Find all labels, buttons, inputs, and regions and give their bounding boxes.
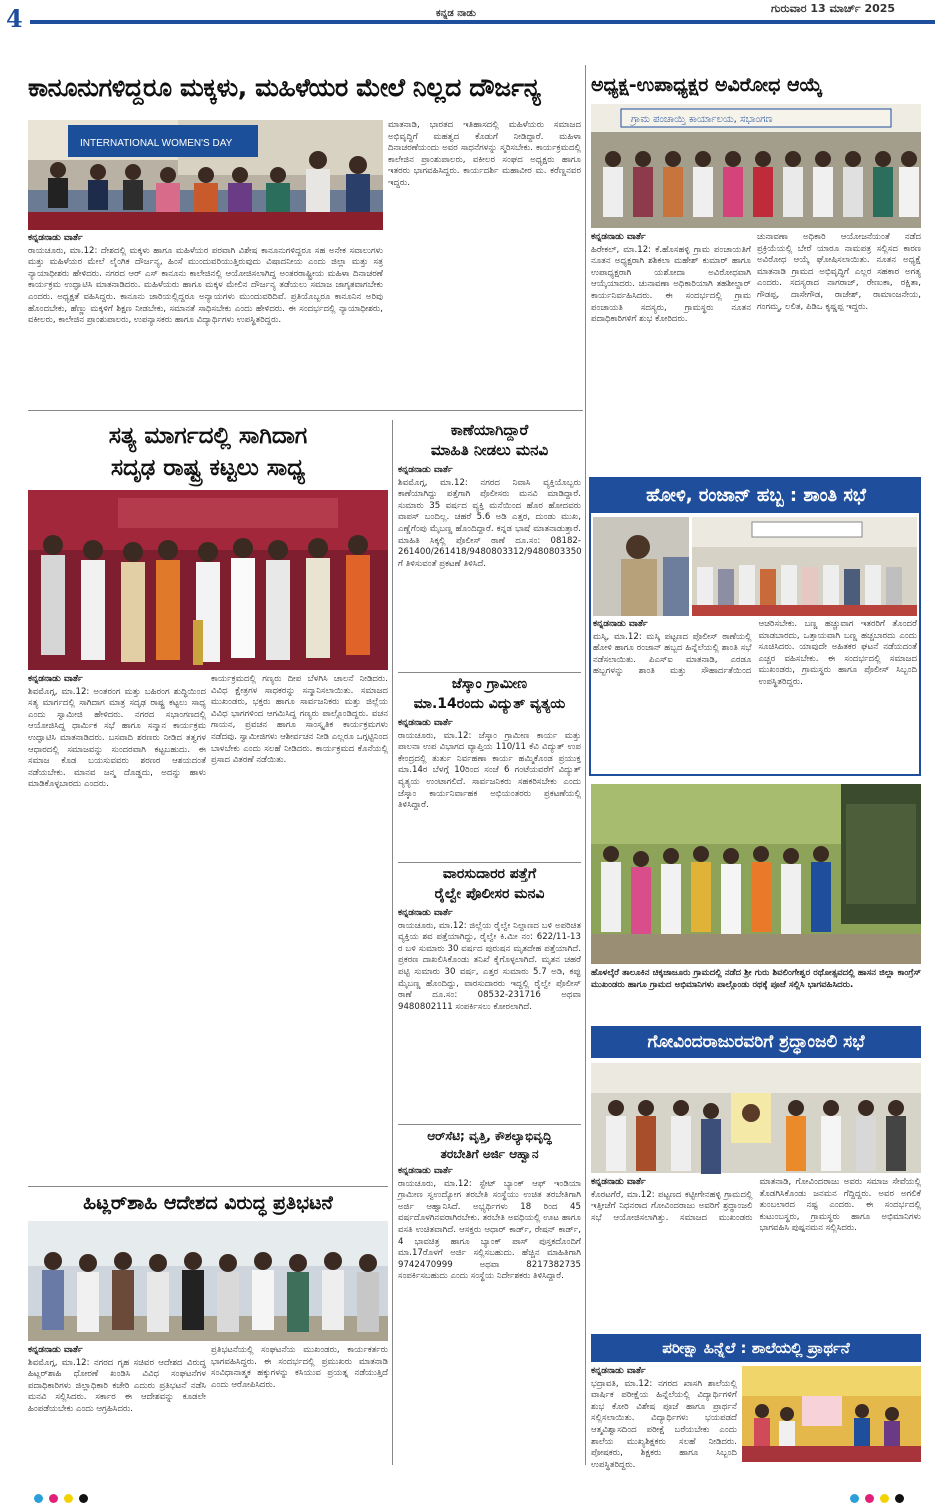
unopposed-body-2: ಚುನಾವಣಾ ಅಧಿಕಾರಿ ಆಯೋಜನೆಯಂತೆ ನಡೆದ ಪ್ರಕ್ರಿಯೆಯಲ್ಲಿ ಬೇರೆ ಯಾರೂ ನಾಮಪತ್ರ ಸಲ್ಲಿಸದ ಕಾರಣ ಅವಿರೋಧ ಆಯ್ಕೆ ಘೋಷಿಸಲಾಯಿತು. ನೂತನ ಅಧ್ಯಕ್ಷೆ ಮಾತನಾಡಿ ಗ್ರಾಮದ ಅಭಿವೃದ್ಧಿಗೆ ಎಲ್ಲರ ಸಹಕಾರ ಅಗತ್ಯ ಎಂದರು. ಸದಸ್ಯರಾದ ನಾಗರಾಜ್, ರೇಣುಕಾ, ರಕ್ಷಿತಾ, ಗೌಡಪ್ಪ, ದಾಸೇಗೌಡ, ರಾಜೇಶ್, ರಾಮಾಂಜನೇಯ, ಗಂಗಮ್ಮ, ಲಲಿತ, ಪಿಡಿಒ ಕೃಷ್ಣಪ್ಪ ಇದ್ದರು. bbox=[757, 232, 921, 312]
holi-officer-art bbox=[593, 517, 689, 616]
railway-byline: ಕನ್ನಡನಾಡು ವಾರ್ತೆ bbox=[398, 908, 453, 918]
print-registration-dots-right bbox=[850, 1488, 910, 1507]
women-day-banner: INTERNATIONAL WOMEN'S DAY bbox=[80, 138, 233, 149]
women-day-col-1 bbox=[28, 233, 383, 405]
photo-hitler bbox=[28, 1221, 388, 1341]
unopposed-sign: ಗ್ರಾಮ ಪಂಚಾಯ್ತಿ ಕಾರ್ಯಾಲಯ, ಸಭಾಂಗಣ bbox=[631, 114, 773, 125]
masthead-bar bbox=[0, 0, 945, 40]
print-registration-dots-left bbox=[34, 1488, 94, 1507]
unopposed-byline: ಕನ್ನಡನಾಡು ವಾರ್ತೆ bbox=[591, 232, 646, 242]
section-rule-women bbox=[28, 410, 583, 411]
headline-unopposed: ಅಧ್ಯಕ್ಷ-ಉಪಾಧ್ಯಕ್ಷರ ಅವಿರೋಧ ಆಯ್ಕೆ bbox=[591, 74, 823, 96]
rseti-body: ರಾಯಚೂರು, ಮಾ.12: ಸ್ಟೇಟ್ ಬ್ಯಾಂಕ್ ಆಫ್ ಇಂಡಿಯಾ ಗ್ರಾಮೀಣ ಸ್ವಉದ್ಯೋಗ ತರಬೇತಿ ಸಂಸ್ಥೆಯು ಉಚಿತ ತರಬೇತಿಗಾಗಿ ಅರ್ಜಿ ಆಹ್ವಾನಿಸಿದೆ. ಅಭ್ಯರ್ಥಿಗಳು 18 ರಿಂದ 45 ವರ್ಷದೊಳಗಿನವರಾಗಿರಬೇಕು. ತರಬೇತಿ ಅವಧಿಯಲ್ಲಿ ಊಟ ಹಾಗೂ ವಸತಿ ಉಚಿತವಾಗಿದೆ. ಆಸಕ್ತರು ಆಧಾರ್ ಕಾರ್ಡ್, ರೇಷನ್ ಕಾರ್ಡ್, 4 ಭಾವಚಿತ್ರ ಹಾಗೂ ಬ್ಯಾಂಕ್ ಪಾಸ್ ಪುಸ್ತಕದೊಂದಿಗೆ ಮಾ.17ರೊಳಗೆ ಅರ್ಜಿ ಸಲ್ಲಿಸಬಹುದು. ಹೆಚ್ಚಿನ ಮಾಹಿತಿಗಾಗಿ 9742470999 ಅಥವಾ 8217382735 ಸಂಪರ್ಕಿಸಬಹುದು ಎಂದು ಸಂಸ್ಥೆಯ ನಿರ್ದೇಶಕರು ತಿಳಿಸಿದ್ದಾರೆ. bbox=[398, 1178, 581, 1282]
satya-byline: ಕನ್ನಡನಾಡು ವಾರ್ತೆ bbox=[28, 674, 83, 684]
women-day-body-3: ಮಾತನಾಡಿ, ಭಾರತದ ಇತಿಹಾಸದಲ್ಲಿ ಮಹಿಳೆಯರು ಸಮಾಜದ ಅಭಿವೃದ್ಧಿಗೆ ಮಹತ್ವದ ಕೊಡುಗೆ ನೀಡಿದ್ದಾರೆ. ಮಹಿಳಾ ದಿನಾಚರಣೆಯಂದು ಅವರ ಸಾಧನೆಗಳನ್ನು ಸ್ಮರಿಸಬೇಕು. ಕಾರ್ಯಕ್ರಮದಲ್ಲಿ ಕಾಲೇಜಿನ ಪ್ರಾಂಶುಪಾಲರು, ವಕೀಲರ ಸಂಘದ ಅಧ್ಯಕ್ಷರು ಹಾಗೂ ಇತರರು ಭಾಗವಹಿಸಿದ್ದರು. ಕಾರ್ಯದರ್ಶಿ ಮಹಾವೀರ ಮ. ಕರೆಣ್ಣನವರ ಇದ್ದರು. bbox=[388, 120, 581, 188]
headline-railway-line-2: ರೈಲ್ವೇ ಪೊಲೀಸರ ಮನವಿ bbox=[434, 886, 545, 902]
photo-exam bbox=[742, 1366, 921, 1462]
procession-caption: ಹೊಳಲ್ಕೆರೆ ತಾಲೂಕಿನ ಚಿಕ್ಕಜಾಜೂರು ಗ್ರಾಮದಲ್ಲಿ ನಡೆದ ಶ್ರೀ ಗುರು ಶಿವಲಿಂಗೇಶ್ವರ ರಥೋತ್ಸವದಲ್ಲಿ ಹಾಸನ ಜಿಲ್ಲಾ ಕಾಂಗ್ರೆಸ್ ಮುಖಂಡರು ಹಾಗೂ ಗ್ರಾಮದ ಅಭಿಮಾನಿಗಳು ಪಾಲ್ಗೊಂಡು ರಥಕ್ಕೆ ಪೂಜೆ ಸಲ್ಲಿಸಿ ಭಾಗವಹಿಸಿದರು. bbox=[591, 968, 921, 990]
masthead-date: ಗುರುವಾರ 13 ಮಾರ್ಚ್ 2025 bbox=[768, 2, 898, 16]
headline-info-line-2: ಮಾಹಿತಿ ನೀಡಲು ಮನವಿ bbox=[430, 441, 549, 459]
holi-body: ಮಸ್ಕಿ, ಮಾ.12: ಮಸ್ಕಿ ಪಟ್ಟಣದ ಪೊಲೀಸ್ ಠಾಣೆಯಲ್ಲಿ ಹೋಳಿ ಹಾಗೂ ರಂಜಾನ್ ಹಬ್ಬದ ಹಿನ್ನೆಲೆಯಲ್ಲಿ ಶಾಂತಿ ಸಭೆ ನಡೆಸಲಾಯಿತು. ಪಿಎಸ್ಐ ಮಾತನಾಡಿ, ಎರಡೂ ಹಬ್ಬಗಳನ್ನು ಶಾಂತಿ ಮತ್ತು ಸೌಹಾರ್ದತೆಯಿಂದ ಆಚರಿಸಬೇಕು. ಬಣ್ಣ ಹಚ್ಚುವಾಗ ಇತರರಿಗೆ ತೊಂದರೆ ಮಾಡಬಾರದು, ಒತ್ತಾಯವಾಗಿ ಬಣ್ಣ ಹಚ್ಚಬಾರದು ಎಂದು ಸೂಚಿಸಿದರು. ಯಾವುದೇ ಅಹಿತಕರ ಘಟನೆ ನಡೆಯದಂತೆ ಎಚ್ಚರ ವಹಿಸಬೇಕು. ಈ ಸಂದರ್ಭದಲ್ಲಿ ಸಮಾಜದ ಮುಖಂಡರು, ಗ್ರಾಮಸ್ಥರು ಹಾಗೂ ಪೊಲೀಸ್ ಸಿಬ್ಬಂದಿ ಉಪಸ್ಥಿತರಿದ್ದರು. bbox=[593, 619, 917, 687]
column-divider-mid bbox=[392, 420, 393, 1465]
paper-name: ಕನ್ನಡ ನಾಡು bbox=[430, 8, 482, 19]
dot-yellow bbox=[880, 1494, 889, 1503]
dot-yellow bbox=[64, 1494, 73, 1503]
section-rule-railway bbox=[398, 862, 581, 863]
exam-text bbox=[591, 1366, 737, 1470]
rseti-text bbox=[398, 1166, 581, 1463]
info-request-text bbox=[398, 465, 581, 670]
holi-text bbox=[593, 619, 917, 773]
women-day-byline: ಕನ್ನಡನಾಡು ವಾರ್ತೆ bbox=[28, 233, 83, 243]
dot-cyan bbox=[850, 1494, 859, 1503]
hitler-col-1 bbox=[28, 1345, 206, 1463]
photo-procession bbox=[591, 784, 921, 964]
headline-satya-line-1: ಸತ್ಯ ಮಾರ್ಗದಲ್ಲಿ ಸಾಗಿದಾಗ bbox=[108, 423, 308, 449]
photo-holi-officer bbox=[593, 517, 689, 616]
headline-holi: ಹೋಳಿ, ರಂಜಾನ್ ಹಬ್ಬ : ಶಾಂತಿ ಸಭೆ bbox=[646, 485, 866, 506]
column-divider-left bbox=[585, 65, 586, 1465]
dot-black bbox=[79, 1494, 88, 1503]
info-request-headline bbox=[398, 420, 581, 460]
tribute-headline-box bbox=[591, 1026, 921, 1058]
headline-rseti-line-2: ತರಬೇತಿಗೆ ಅರ್ಜಿ ಆಹ್ವಾನ bbox=[440, 1147, 539, 1161]
headline-railway-line-1: ವಾರಸುದಾರರ ಪತ್ತೆಗೆ bbox=[442, 866, 537, 882]
women-day-col-2 bbox=[388, 120, 581, 405]
dot-magenta bbox=[865, 1494, 874, 1503]
unopposed-col-1 bbox=[591, 232, 751, 467]
photo-women-day bbox=[28, 120, 383, 230]
info-request-byline: ಕನ್ನಡನಾಡು ವಾರ್ತೆ bbox=[398, 465, 453, 475]
satya-headline bbox=[28, 420, 388, 484]
headline-info-line-1: ಕಾಣೆಯಾಗಿದ್ದಾರೆ bbox=[450, 421, 529, 439]
exam-byline: ಕನ್ನಡನಾಡು ವಾರ್ತೆ bbox=[591, 1366, 646, 1376]
satya-body-1: ಶಿವಮೊಗ್ಗ, ಮಾ.12: ಅಂತರಂಗ ಮತ್ತು ಬಹಿರಂಗ ಶುದ್ಧಿಯಿಂದ ಸತ್ಯ ಮಾರ್ಗದಲ್ಲಿ ಸಾಗಿದಾಗ ಮಾತ್ರ ಸದೃಢ ರಾಷ್ಟ್ರ ಕಟ್ಟಲು ಸಾಧ್ಯ ಎಂದು ಸ್ವಾಮೀಜಿ ಹೇಳಿದರು. ನಗರದ ಸಭಾಂಗಣದಲ್ಲಿ ಆಯೋಜಿಸಿದ್ದ ಧಾರ್ಮಿಕ ಸಭೆ ಹಾಗೂ ಸನ್ಮಾನ ಕಾರ್ಯಕ್ರಮ ಉದ್ಘಾಟಿಸಿ ಮಾತನಾಡಿದರು. ಬಸವಾದಿ ಶರಣರು ನೀಡಿದ ತತ್ವಗಳ ಆಧಾರದಲ್ಲಿ ಸಮಾಜವನ್ನು ಸುಂದರವಾಗಿ ಕಟ್ಟಬಹುದು. ಈ ಸಮಾಜ ಕೊಡ ಬಯಸುವವರು ಶರಣರ ಆಶಯದಂತೆ ನಡೆಯಬೇಕು. ಮಾನವ ಜನ್ಮ ದೊಡ್ಡದು, ಅದನ್ನು ಹಾಳು ಮಾಡಿಕೊಳ್ಳಬಾರದು ಎಂದರು. bbox=[28, 686, 206, 790]
hitler-photo-art bbox=[28, 1221, 388, 1341]
satya-col-1 bbox=[28, 674, 206, 1182]
headline-rseti-line-1: ಆರ್‌ಸೆಟಿ; ವೃತ್ತಿ, ಕೌಶಲ್ಯಾಭಿವೃದ್ಧಿ bbox=[427, 1129, 552, 1143]
satya-photo-art bbox=[28, 490, 388, 670]
dot-cyan bbox=[34, 1494, 43, 1503]
exam-headline-box bbox=[591, 1334, 921, 1362]
unopposed-photo-art bbox=[591, 104, 921, 228]
hitler-body-1: ಶಿವಮೊಗ್ಗ, ಮಾ.12: ನಗರದ ಗೃಹ ಸಚಿವರ ಆದೇಶದ ವಿರುದ್ಧ ಹಿಟ್ಲರ್‌ಶಾಹಿ ಧೋರಣೆ ಖಂಡಿಸಿ ವಿವಿಧ ಸಂಘಟನೆಗಳ ಪದಾಧಿಕಾರಿಗಳು ಜಿಲ್ಲಾಧಿಕಾರಿ ಕಚೇರಿ ಎದುರು ಪ್ರತಿಭಟನೆ ನಡೆಸಿ ಮನವಿ ಸಲ್ಲಿಸಿದರು. ಸರ್ಕಾರ ಈ ಆದೇಶವನ್ನು ಕೂಡಲೇ ಹಿಂಪಡೆಯಬೇಕು ಎಂದು ಆಗ್ರಹಿಸಿದರು. bbox=[28, 1357, 206, 1414]
unopposed-body-1: ಹಿರೇಕಲ್, ಮಾ.12: ಕೆ.ಹೊಸಹಳ್ಳಿ ಗ್ರಾಮ ಪಂಚಾಯತಿಗೆ ನೂತನ ಅಧ್ಯಕ್ಷರಾಗಿ ಶಶಿಕಲಾ ಮಹೇಶ್ ಕುಮಾರ್ ಹಾಗೂ ಉಪಾಧ್ಯಕ್ಷರಾಗಿ ಯಶೋದಾ ಅವಿರೋಧವಾಗಿ ಆಯ್ಕೆಯಾದರು. ಚುನಾವಣಾ ಅಧಿಕಾರಿಯಾಗಿ ತಹಶೀಲ್ದಾರ್ ಕಾರ್ಯನಿರ್ವಹಿಸಿದರು. ಈ ಸಂದರ್ಭದಲ್ಲಿ ಗ್ರಾಮ ಪಂಚಾಯತಿ ಸದಸ್ಯರು, ಗ್ರಾಮಸ್ಥರು ನೂತನ ಪದಾಧಿಕಾರಿಗಳಿಗೆ ಶುಭ ಕೋರಿದರು. bbox=[591, 244, 751, 325]
exam-body: ಭದ್ರಾವತಿ, ಮಾ.12: ನಗರದ ಖಾಸಗಿ ಶಾಲೆಯಲ್ಲಿ ವಾರ್ಷಿಕ ಪರೀಕ್ಷೆಯ ಹಿನ್ನೆಲೆಯಲ್ಲಿ ವಿದ್ಯಾರ್ಥಿಗಳಿಗೆ ಶುಭ ಕೋರಿ ವಿಶೇಷ ಪೂಜೆ ಹಾಗೂ ಪ್ರಾರ್ಥನೆ ಸಲ್ಲಿಸಲಾಯಿತು. ವಿದ್ಯಾರ್ಥಿಗಳು ಭಯಪಡದೆ ಆತ್ಮವಿಶ್ವಾಸದಿಂದ ಪರೀಕ್ಷೆ ಬರೆಯಬೇಕು ಎಂದು ಶಾಲೆಯ ಮುಖ್ಯಶಿಕ್ಷಕರು ಸಲಹೆ ನೀಡಿದರು. ಪೋಷಕರು, ಶಿಕ್ಷಕರು ಹಾಗೂ ಸಿಬ್ಬಂದಿ ಉಪಸ್ಥಿತರಿದ್ದರು. bbox=[591, 1378, 737, 1470]
photo-satya bbox=[28, 490, 388, 670]
power-byline: ಕನ್ನಡನಾಡು ವಾರ್ತೆ bbox=[398, 718, 453, 728]
hitler-body-2: ಪ್ರತಿಭಟನೆಯಲ್ಲಿ ಸಂಘಟನೆಯ ಮುಖಂಡರು, ಕಾರ್ಯಕರ್ತರು ಭಾಗವಹಿಸಿದ್ದರು. ಈ ಸಂದರ್ಭದಲ್ಲಿ ಪ್ರಮುಖರು ಮಾತನಾಡಿ ಸಂವಿಧಾನಾತ್ಮಕ ಹಕ್ಕುಗಳನ್ನು ಕಸಿಯುವ ಪ್ರಯತ್ನ ನಡೆಯುತ್ತಿದೆ ಎಂದು ಆರೋಪಿಸಿದರು. bbox=[211, 1345, 388, 1390]
women-day-photo-art bbox=[28, 120, 383, 230]
masthead-underline bbox=[30, 20, 935, 24]
section-rule-rseti bbox=[398, 1124, 581, 1125]
headline-women-day: ಕಾನೂನುಗಳಿದ್ದರೂ ಮಕ್ಕಳು, ಮಹಿಳೆಯರ ಮೇಲೆ ನಿಲ್ಲದ ದೌರ್ಜನ್ಯ bbox=[28, 73, 541, 102]
headline-tribute: ಗೋವಿಂದರಾಜುರವರಿಗೆ ಶ್ರದ್ಧಾಂಜಲಿ ಸಭೆ bbox=[647, 1032, 865, 1052]
headline-hitler: ಹಿಟ್ಲರ್‌ಶಾಹಿ ಆದೇಶದ ವಿರುದ್ಧ ಪ್ರತಿಭಟನೆ bbox=[83, 1192, 333, 1214]
photo-holi-meeting bbox=[692, 517, 917, 616]
power-headline bbox=[398, 674, 581, 714]
section-rule-power bbox=[398, 672, 581, 673]
tribute-body: ಕೊರಟಗೆರೆ, ಮಾ.12: ಪಟ್ಟಣದ ಕಟ್ಟೀಗೇನಹಳ್ಳಿ ಗ್ರಾಮದಲ್ಲಿ ಇತ್ತೀಚೆಗೆ ನಿಧನರಾದ ಗೋವಿಂದರಾಜು ಅವರಿಗೆ ಶ್ರದ್ಧಾಂಜಲಿ ಸಭೆ ಆಯೋಜಿಸಲಾಗಿತ್ತು. ಸಮಾಜದ ಮುಖಂಡರು ಮಾತನಾಡಿ, ಗೋವಿಂದರಾಜು ಅವರು ಸಮಾಜ ಸೇವೆಯಲ್ಲಿ ತೊಡಗಿಸಿಕೊಂಡು ಜನಮನ ಗೆದ್ದಿದ್ದರು. ಅವರ ಅಗಲಿಕೆ ತುಂಬಲಾರದ ನಷ್ಟ ಎಂದರು. ಈ ಸಂದರ್ಭದಲ್ಲಿ ಕುಟುಂಬಸ್ಥರು, ಗ್ರಾಮಸ್ಥರು ಹಾಗೂ ಅಭಿಮಾನಿಗಳು ಭಾಗವಹಿಸಿ ಪುಷ್ಪನಮನ ಸಲ್ಲಿಸಿದರು. bbox=[591, 1177, 921, 1234]
holi-meeting-art bbox=[692, 517, 917, 616]
tribute-photo-art bbox=[591, 1063, 921, 1173]
tribute-text bbox=[591, 1177, 921, 1329]
women-day-body-1: ರಾಯಚೂರು, ಮಾ.12: ದೇಶದಲ್ಲಿ ಮಕ್ಕಳು ಹಾಗೂ ಮಹಿಳೆಯರ ಪರವಾಗಿ ವಿಶೇಷ ಕಾನೂನುಗಳಿದ್ದರೂ ಸಹ ಅನೇಕ ಸವಾಲುಗಳು ಮತ್ತು ಮಹಿಳೆಯರ ಮೇಲೆ ಲೈಂಗಿಕ ದೌರ್ಜನ್ಯ, ಹಿಂಸೆ ಮುಂದುವರಿಯುತ್ತಿರುವುದು ವಿಷಾದನೀಯ ಎಂದು ಜಿಲ್ಲಾ ಮತ್ತು ಸತ್ರ ನ್ಯಾಯಾಧೀಶರು ಹೇಳಿದರು. ನಗರದ ಆರ್ ಎಸ್ ಕಾನೂನು ಕಾಲೇಜಿನಲ್ಲಿ ಆಯೋಜಿಸಲಾಗಿದ್ದ ಅಂತರರಾಷ್ಟ್ರೀಯ ಮಹಿಳಾ ದಿನಾಚರಣೆ ಕಾರ್ಯಕ್ರಮ ಉದ್ಘಾಟಿಸಿ ಮಾತನಾಡಿದರು. ಮಹಿಳೆಯರು ಹಾಗೂ ಮಕ್ಕಳ ಮೇಲಿನ ದೌರ್ಜನ್ಯ ತಡೆಯಲು ಸಮಾಜ ಜಾಗೃತವಾಗಬೇಕು ಎಂದರು. ಅಧ್ಯಕ್ಷತೆ ವಹಿಸಿದ್ದರು. bbox=[28, 245, 383, 302]
satya-body-2: ಕಾರ್ಯಕ್ರಮದಲ್ಲಿ ಗಣ್ಯರು ದೀಪ ಬೆಳಗಿಸಿ ಚಾಲನೆ ನೀಡಿದರು. ವಿವಿಧ ಕ್ಷೇತ್ರಗಳ ಸಾಧಕರನ್ನು ಸನ್ಮಾನಿಸಲಾಯಿತು. ಸಮಾಜದ ಮುಖಂಡರು, ಭಕ್ತರು ಹಾಗೂ ಸಾರ್ವಜನಿಕರು ಮತ್ತು ಜಿಲ್ಲೆಯ ವಿವಿಧ ಭಾಗಗಳಿಂದ ಆಗಮಿಸಿದ್ದ ಗಣ್ಯರು ಪಾಲ್ಗೊಂಡಿದ್ದರು. ವಚನ ಗಾಯನ, ಪ್ರವಚನ ಹಾಗೂ ಸಾಂಸ್ಕೃತಿಕ ಕಾರ್ಯಕ್ರಮಗಳು ನಡೆದವು. ಸ್ವಾಮೀಜಿಗಳು ಆಶೀರ್ವಚನ ನೀಡಿ ಎಲ್ಲರೂ ಒಗ್ಗಟ್ಟಿನಿಂದ ಬಾಳಬೇಕು ಎಂದು ಸಲಹೆ ನೀಡಿದರು. ಕಾರ್ಯಕ್ರಮದ ಕೊನೆಯಲ್ಲಿ ಪ್ರಸಾದ ವಿತರಣೆ ನಡೆಯಿತು. bbox=[211, 674, 388, 766]
headline-power-line-2: ಮಾ.14ರಂದು ವಿದ್ಯುತ್ ವ್ಯತ್ಯಯ bbox=[413, 696, 566, 712]
railway-headline bbox=[398, 864, 581, 904]
railway-body: ರಾಯಚೂರು, ಮಾ.12: ಜಿಲ್ಲೆಯ ರೈಲ್ವೇ ನಿಲ್ದಾಣದ ಬಳಿ ಅಪರಿಚಿತ ವ್ಯಕ್ತಿಯ ಶವ ಪತ್ತೆಯಾಗಿದ್ದು, ರೈಲ್ವೇ ಕಿ.ಮೀ ನಂ: 622/11-13 ರ ಬಳಿ ಸುಮಾರು 30 ವರ್ಷದ ಪುರುಷನ ಮೃತದೇಹ ಪತ್ತೆಯಾಗಿದೆ. ಪ್ರಕರಣ ದಾಖಲಿಸಿಕೊಂಡು ತನಿಖೆ ಕೈಗೊಳ್ಳಲಾಗಿದೆ. ಮೃತನ ಚಹರೆ ಪಟ್ಟಿ ಸುಮಾರು 30 ವರ್ಷ, ಎತ್ತರ ಸುಮಾರು 5.7 ಅಡಿ, ಕಪ್ಪು ಮೈಬಣ್ಣ ಹೊಂದಿದ್ದು, ವಾರಸುದಾರರು ಇದ್ದಲ್ಲಿ ರೈಲ್ವೇ ಪೊಲೀಸ್ ಠಾಣೆ ದೂ.ಸಂ: 08532-231716 ಅಥವಾ 9480802111 ಸಂಪರ್ಕಿಸಲು ಕೋರಲಾಗಿದೆ. bbox=[398, 920, 581, 1012]
dot-black bbox=[895, 1494, 904, 1503]
railway-text bbox=[398, 908, 581, 1120]
procession-photo-art bbox=[591, 784, 921, 964]
hitler-col-2 bbox=[211, 1345, 388, 1463]
headline-power-line-1: ಜೆಸ್ಕಾಂ ಗ್ರಾಮೀಣ bbox=[451, 676, 528, 692]
unopposed-col-2 bbox=[757, 232, 921, 467]
section-rule-hitler bbox=[28, 1186, 388, 1187]
page-number: 4 bbox=[6, 4, 23, 33]
info-request-body: ಶಿವಮೊಗ್ಗ, ಮಾ.12: ನಗರದ ನಿವಾಸಿ ವ್ಯಕ್ತಿಯೊಬ್ಬರು ಕಾಣೆಯಾಗಿದ್ದು ಪತ್ತೆಗಾಗಿ ಪೊಲೀಸರು ಮನವಿ ಮಾಡಿದ್ದಾರೆ. ಸುಮಾರು 35 ವರ್ಷದ ವ್ಯಕ್ತಿ ಮನೆಯಿಂದ ಹೊರ ಹೋದವರು ವಾಪಸ್ ಬಂದಿಲ್ಲ. ಚಹರೆ 5.6 ಅಡಿ ಎತ್ತರ, ದುಂಡು ಮುಖ, ಎಣ್ಣೆಗೆಂಪು ಮೈಬಣ್ಣ ಹೊಂದಿದ್ದಾರೆ. ಕನ್ನಡ ಭಾಷೆ ಮಾತನಾಡುತ್ತಾರೆ. ಮಾಹಿತಿ ಸಿಕ್ಕಲ್ಲಿ ಪೊಲೀಸ್ ಠಾಣೆ ದೂ.ಸಂ: 08182-261400/261418/9480803312/9480803350 ಗೆ ತಿಳಿಸುವಂತೆ ಪ್ರಕಟಣೆ ತಿಳಿಸಿದೆ. bbox=[398, 477, 582, 569]
photo-tribute bbox=[591, 1063, 921, 1173]
power-text bbox=[398, 718, 581, 860]
rseti-headline bbox=[398, 1127, 581, 1163]
satya-col-2 bbox=[211, 674, 388, 1182]
headline-satya-line-2: ಸದೃಢ ರಾಷ್ಟ್ರ ಕಟ್ಟಲು ಸಾಧ್ಯ bbox=[110, 455, 306, 481]
women-day-body-2: ಕಾನೂನು ಜಾರಿಯಲ್ಲಿದ್ದರೂ ಅನ್ಯಾಯಗಳು ಮುಂದುವರಿದಿವೆ. ಪ್ರತಿಯೊಬ್ಬರೂ ಕಾನೂನಿನ ಅರಿವು ಹೊಂದಬೇಕು, ಹೆಣ್ಣು ಮಕ್ಕಳಿಗೆ ಶಿಕ್ಷಣ ನೀಡಬೇಕು, ಸಮಾನತೆ ಸಾಧಿಸಬೇಕು ಎಂದು ಹೇಳಿದರು. ಈ ಸಂದರ್ಭದಲ್ಲಿ ನ್ಯಾಯಾಧೀಶರು, ವಕೀಲರು, ಕಾಲೇಜಿನ ಪ್ರಾಂಶುಪಾಲರು, ಉಪನ್ಯಾಸಕರು ಹಾಗೂ ವಿದ್ಯಾರ್ಥಿಗಳು ಉಪಸ್ಥಿತರಿದ್ದರು. bbox=[28, 291, 383, 326]
exam-photo-art bbox=[742, 1366, 921, 1462]
headline-exam: ಪರೀಕ್ಷಾ ಹಿನ್ನೆಲೆ : ಶಾಲೆಯಲ್ಲಿ ಪ್ರಾರ್ಥನೆ bbox=[662, 1339, 850, 1357]
tribute-byline: ಕನ್ನಡನಾಡು ವಾರ್ತೆ bbox=[591, 1177, 646, 1187]
holi-byline: ಕನ್ನಡನಾಡು ವಾರ್ತೆ bbox=[593, 619, 648, 629]
rseti-byline: ಕನ್ನಡನಾಡು ವಾರ್ತೆ bbox=[398, 1166, 453, 1176]
power-body: ರಾಯಚೂರು, ಮಾ.12: ಜೆಸ್ಕಾಂ ಗ್ರಾಮೀಣ ಕಾರ್ಯ ಮತ್ತು ಪಾಲನಾ ಉಪ ವಿಭಾಗದ ವ್ಯಾಪ್ತಿಯ 110/11 ಕೆವಿ ವಿದ್ಯುತ್ ಉಪ ಕೇಂದ್ರದಲ್ಲಿ ತುರ್ತು ನಿರ್ವಹಣಾ ಕಾರ್ಯ ಹಮ್ಮಿಕೊಂಡ ಪ್ರಯುಕ್ತ ಮಾ.14ರ ಬೆಳಗ್ಗೆ 10ರಿಂದ ಸಂಜೆ 6 ಗಂಟೆಯವರೆಗೆ ವಿದ್ಯುತ್ ವ್ಯತ್ಯಯ ಉಂಟಾಗಲಿದೆ. ಸಾರ್ವಜನಿಕರು ಸಹಕರಿಸಬೇಕು ಎಂದು ಜೆಸ್ಕಾಂ ಕಾರ್ಯನಿರ್ವಾಹಕ ಅಭಿಯಂತರರು ಪ್ರಕಟಣೆಯಲ್ಲಿ ತಿಳಿಸಿದ್ದಾರೆ. bbox=[398, 730, 581, 811]
hitler-byline: ಕನ್ನಡನಾಡು ವಾರ್ತೆ bbox=[28, 1345, 83, 1355]
photo-unopposed bbox=[591, 104, 921, 228]
dot-magenta bbox=[49, 1494, 58, 1503]
